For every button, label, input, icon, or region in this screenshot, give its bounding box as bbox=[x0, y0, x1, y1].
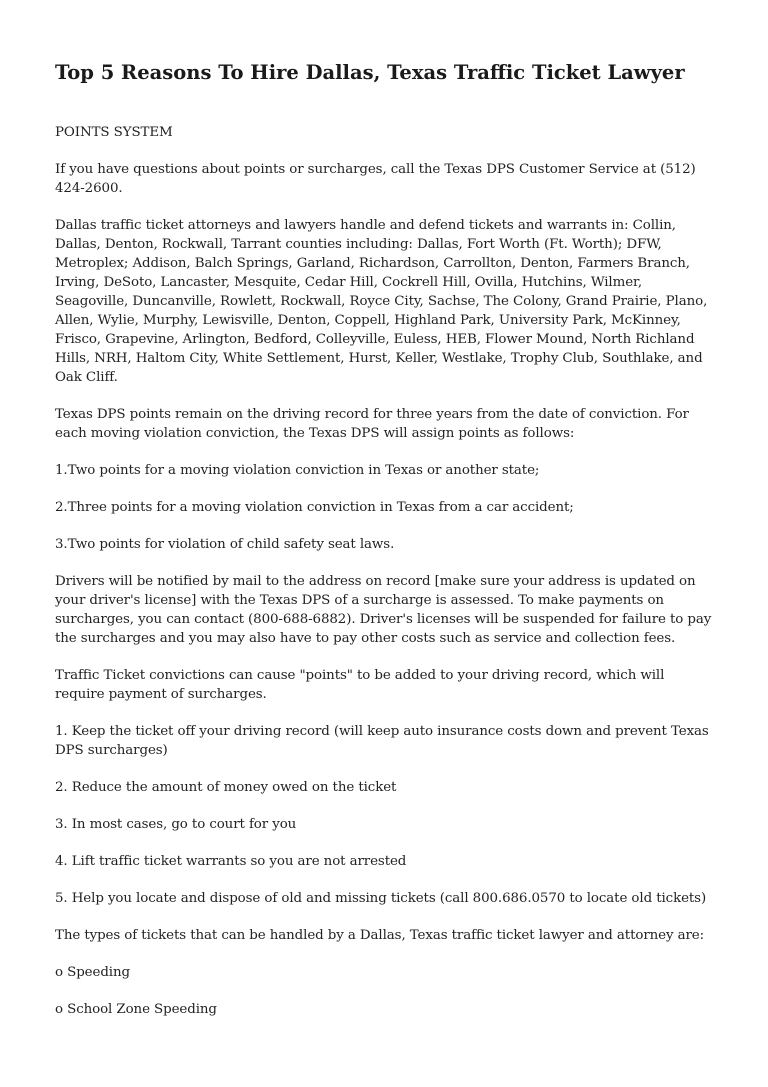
paragraph-ticket-types-intro: The types of tickets that can be handled by a Dallas, Texas traffic ticket lawyer and attorney are: bbox=[55, 928, 705, 943]
ticket-type-school-zone-speeding: o School Zone Speeding bbox=[55, 1002, 217, 1017]
section-heading-points-system: POINTS SYSTEM bbox=[55, 125, 173, 140]
paragraph-points-duration: Texas DPS points remain on the driving record for three years from the date of conviction. For each moving violation conviction, the Texas DPS will assign points as follows: bbox=[55, 407, 689, 441]
document-page bbox=[55, 58, 717, 1037]
paragraph-dps-contact: If you have questions about points or surcharges, call the Texas DPS Customer Service at (512) 424-2600. bbox=[55, 162, 696, 196]
reason-1: 1. Keep the ticket off your driving record (will keep auto insurance costs down and prevent Texas DPS surcharges) bbox=[55, 724, 709, 758]
paragraph-service-areas: Dallas traffic ticket attorneys and lawyers handle and defend tickets and warrants in: Collin, Dallas, Denton, Rockwall, Tarrant counties including: Dallas, Fort Worth (Ft. Worth); DFW, Metroplex; Addison, Balch Springs, Garland, Richardson, Carrollton, Denton, Farmers Branch, Irving, DeSoto, Lancaster, Mesquite, Cedar Hill, Cockrell Hill, Ovilla, Hutchins, Wilmer, Seagoville, Duncanville, Rowlett, Rockwall, Royce City, Sachse, The Colony, Grand Prairie, Plano, Allen, Wylie, Murphy, Lewisville, Denton, Coppell, Highland Park, University Park, McKinney, Frisco, Grapevine, Arlington, Bedford, Colleyville, Euless, HEB, Flower Mound, North Richland Hills, NRH, Haltom City, White Settlement, Hurst, Keller, Westlake, Trophy Club, Southlake, and Oak Cliff. bbox=[55, 218, 708, 385]
reason-4: 4. Lift traffic ticket warrants so you are not arrested bbox=[55, 854, 407, 869]
document-title: Top 5 Reasons To Hire Dallas, Texas Traffic Ticket Lawyer bbox=[55, 61, 685, 84]
paragraph-surcharge-notice: Drivers will be notified by mail to the address on record [make sure your address is updated on your driver's license] with the Texas DPS of a surcharge is assessed. To make payments on surcharges, you can contact (800-688-6882). Driver's licenses will be suspended for failure to pay the surcharges and you may also have to pay other costs such as service and collection fees. bbox=[55, 574, 712, 646]
reason-2: 2. Reduce the amount of money owed on the ticket bbox=[55, 780, 397, 795]
ticket-type-speeding: o Speeding bbox=[55, 965, 130, 980]
reason-5: 5. Help you locate and dispose of old and missing tickets (call 800.686.0570 to locate old tickets) bbox=[55, 891, 707, 906]
reason-3: 3. In most cases, go to court for you bbox=[55, 817, 297, 832]
paragraph-conviction-points: Traffic Ticket convictions can cause "points" to be added to your driving record, which will require payment of surcharges. bbox=[55, 668, 665, 702]
points-rule-2: 2.Three points for a moving violation conviction in Texas from a car accident; bbox=[55, 500, 574, 515]
points-rule-3: 3.Two points for violation of child safety seat laws. bbox=[55, 537, 395, 552]
points-rule-1: 1.Two points for a moving violation conviction in Texas or another state; bbox=[55, 463, 540, 478]
